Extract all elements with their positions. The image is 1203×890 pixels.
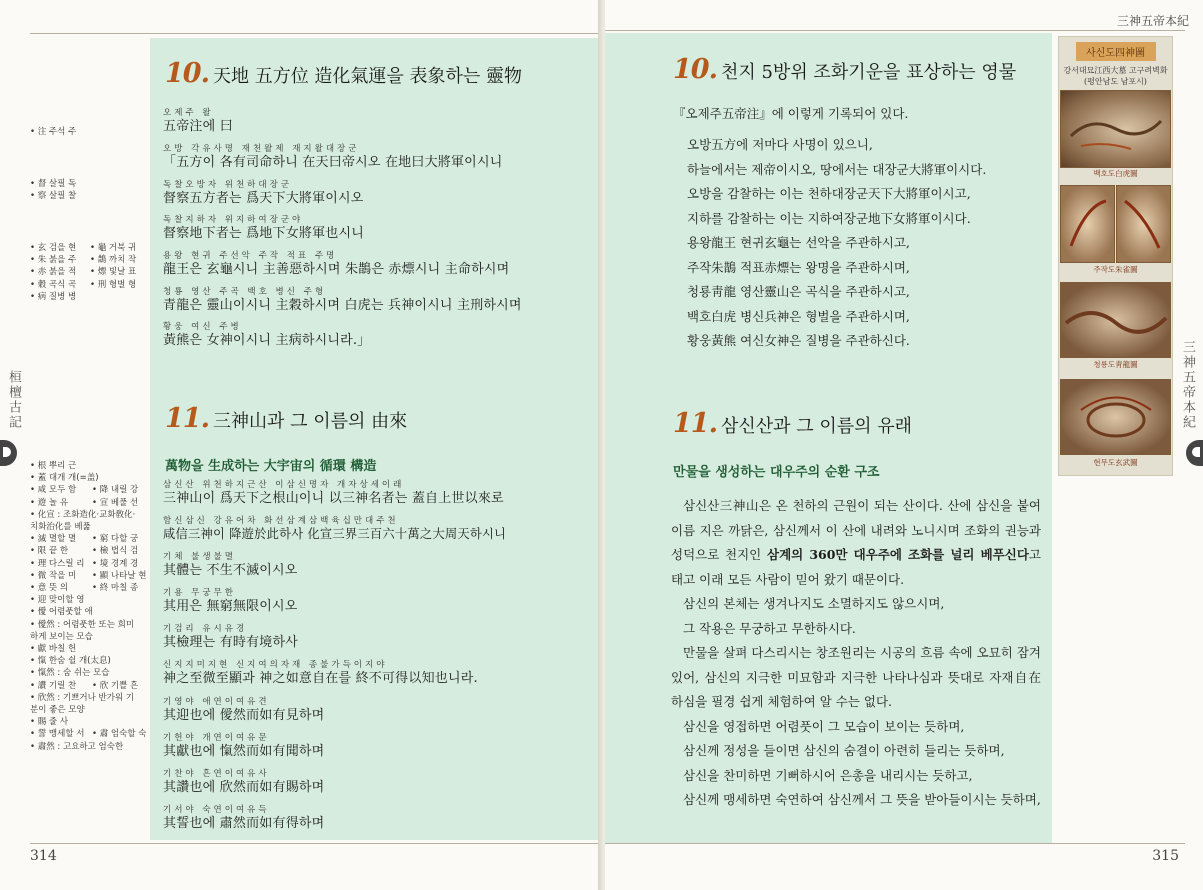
poem-line: 백호白虎 병신兵神은 형벌을 주관하시며,	[687, 308, 910, 324]
top-rule	[30, 33, 603, 34]
verse-text: 三神山이 爲天下之根山이니 以三神名者는 蓋自上世以來로	[163, 491, 504, 506]
verse	[163, 624, 563, 650]
verse-ruby: 청룡 영산 주곡 백호 병신 주형	[163, 287, 327, 297]
verse	[163, 805, 563, 831]
gloss-item: • 終 마칠 종	[92, 583, 139, 594]
gloss-item: • 欣 기쁠 흔	[92, 680, 139, 691]
verse	[163, 588, 563, 614]
poem-line: 지하를 감찰하는 이는 지하여장군地下女將軍이시다.	[687, 210, 971, 226]
gloss-list	[30, 460, 145, 753]
gloss-item: • 賜 줄 사	[30, 717, 69, 728]
verse-ruby: 신지지미지현 신지여의자재 종불가득이지야	[163, 660, 388, 670]
verse-text: 其讚也에 欣然而如有賜하며	[163, 780, 325, 795]
verse-text: 其誓也에 肅然而如有得하며	[163, 816, 325, 831]
section10-title	[165, 58, 522, 89]
poem-line: 주작朱鵲 적표赤熛는 왕명을 주관하시며,	[687, 259, 910, 275]
gloss-item: • 蓋 대개 개(=盖)	[30, 473, 99, 484]
verse-text: 其迎也에 僾然而如有見하며	[163, 708, 325, 723]
verse-text: 「五方이 各有司命하니 在天曰帝시오 在地曰大將軍이시니	[163, 155, 503, 170]
section11-heading: 삼신산과 그 이름의 유래	[720, 416, 913, 437]
gloss-item: • 鵲 까치 작	[90, 255, 137, 266]
gloss-item: • 刑 형벌 형	[90, 279, 137, 290]
verse-ruby: 기체 불생불멸	[163, 552, 236, 562]
gloss-item: • 窮 다할 궁	[92, 534, 139, 545]
paragraph-line: 그 작용은 무궁하고 무한하시다.	[683, 620, 856, 636]
mural-figure-icon	[1061, 186, 1114, 262]
section11-heading: 三神山과 그 이름의 由來	[212, 411, 408, 432]
gloss-item: • 肅然 : 고요하고 엄숙한	[30, 741, 124, 752]
paragraph: 만물을 살펴 다스리시는 창조원리는 시공의 흐름 속에 오묘히 잠겨 있어, 삼신의 지극한 미묘함과 지극한 나타나심과 뜻대로 자재自在하심을 필경 쉽게 체험하여 알 수는 없다.	[671, 645, 1041, 709]
poem-line: 오방五方에 저마다 사명이 있으니,	[687, 137, 873, 152]
gloss-list	[30, 126, 76, 138]
gloss-item: • 玄 검을 현	[30, 243, 77, 253]
gloss-item: • 注 주석 주	[30, 127, 77, 137]
gloss-grid	[30, 460, 145, 753]
section11-title	[165, 403, 407, 434]
gloss-list	[30, 178, 76, 202]
verse	[163, 480, 563, 506]
verse-ruby: 기찬야 흔연이여유사	[163, 769, 270, 779]
gloss-item: • 愾 한숨 쉴 개(太息)	[30, 656, 111, 667]
gloss-item: • 境 경계 경	[92, 558, 139, 569]
gloss-item: • 遊 놀 유	[30, 497, 69, 508]
section10-heading: 天地 五方位 造化氣運을 表象하는 靈物	[212, 66, 523, 87]
running-head: 三神五帝本紀	[1116, 14, 1189, 28]
verse	[163, 660, 563, 686]
section10-title	[673, 54, 1016, 85]
section10-number: 10.	[673, 54, 717, 85]
gloss-item: • 穀 곡식 곡	[30, 279, 77, 290]
para-text: 삼신산三神山은 온 천하의 근원이 되는 산이다. 산에 삼신을 붙여 이름 지은 까닭은, 삼신께서 이 산에 내려와 노니시며 조화의 권능과 성덕으로 천지인	[671, 498, 1041, 562]
verse-text: 其獻也에 愾然而如有聞하며	[163, 744, 325, 759]
verse	[163, 144, 563, 170]
white-tiger-mural	[1060, 90, 1171, 168]
verse-text: 其檢理는 有時有境하사	[163, 635, 299, 650]
verse	[163, 180, 563, 206]
gloss-item: • 督 살필 독	[30, 179, 77, 189]
verse-text: 五帝注에 曰	[163, 119, 233, 134]
gloss-item: • 赤 붉을 적	[30, 267, 77, 278]
gloss-item	[90, 291, 160, 303]
bottom-rule	[30, 843, 603, 844]
verse-text: 青龍은 靈山이시니 主穀하시며 白虎는 兵神이시니 主刑하시며	[163, 298, 522, 313]
paragraph-line: 삼신께 정성을 들이면 삼신의 숨결이 아련히 들리는 듯하며,	[683, 743, 1005, 758]
verse-ruby: 기영야 애연이여유견	[163, 697, 270, 707]
sidebar-subtitle-line: 강서대묘江西大墓 고구려벽화	[1063, 66, 1168, 75]
gloss-item: • 欣然 : 기쁘거나 반가워 기분이 좋은 모양	[30, 692, 135, 716]
section11-subtitle: 萬物을 生成하는 大宇宙의 循環 構造	[165, 459, 377, 474]
gloss-item: • 限 끝 한	[30, 546, 69, 557]
red-bird-mural-left	[1060, 185, 1115, 263]
gloss-item: • 朱 붉을 주	[30, 255, 77, 266]
blue-dragon-mural	[1060, 282, 1171, 358]
verse	[163, 733, 563, 759]
gloss-item: • 僾 어렴풋할 애	[30, 607, 93, 618]
verse-ruby: 오방 각유사명 재천왈제 재지왈대장군	[163, 144, 360, 154]
top-rule	[605, 30, 1185, 31]
black-tortoise-caption: 현무도玄武圖	[1093, 458, 1138, 467]
sidebar-subtitle-line: (평안남도 남포시)	[1084, 77, 1147, 86]
page-number: 314	[30, 848, 57, 864]
verse-ruby: 기용 무궁무한	[163, 588, 236, 598]
gloss-item: • 滅 멸할 멸	[30, 534, 77, 545]
mural-figure-icon	[1061, 380, 1170, 454]
section11-subtitle: 만물을 생성하는 대우주의 순환 구조	[673, 465, 880, 480]
gloss-item: • 理 다스릴 리	[30, 558, 85, 569]
sidebar-subtitle	[1059, 65, 1172, 87]
black-tortoise-mural	[1060, 379, 1171, 455]
gloss-item: • 肅 엄숙할 숙	[92, 729, 147, 740]
poem-line: 황웅黃熊 여신女神은 질병을 주관하신다.	[687, 333, 910, 348]
gloss-item: • 察 살필 찰	[30, 191, 77, 202]
verse-ruby: 독찰지하자 위지하여장군야	[163, 215, 304, 225]
gloss-item: • 龜 거북 귀	[90, 243, 137, 253]
gloss-item: • 顯 나타날 현	[92, 570, 147, 581]
body-text	[671, 494, 1041, 813]
verse-text: 黃熊은 女神이시니 主病하시니라.」	[163, 333, 371, 348]
gloss-item: • 降 내릴 강	[92, 485, 139, 496]
section10-heading: 천지 5방위 조화기운을 표상하는 영물	[720, 62, 1017, 83]
verse	[163, 516, 563, 542]
verse	[163, 552, 563, 578]
verse	[163, 322, 563, 348]
gloss-item: • 讚 기릴 찬	[30, 680, 77, 691]
verse-ruby: 기검리 유시유경	[163, 624, 248, 634]
gloss-item: • 檢 법식 검	[92, 546, 139, 557]
poem-line: 청룡靑龍 영산靈山은 곡식을 주관하시고,	[687, 284, 910, 299]
gloss-item: • 誓 맹세할 서	[30, 729, 85, 740]
blue-dragon-caption: 청룡도靑龍圖	[1093, 360, 1138, 369]
section11-title	[673, 408, 912, 439]
gloss-item: • 根 뿌리 근	[30, 461, 77, 471]
gloss-item: • 獻 바칠 헌	[30, 644, 77, 655]
poem-line: 하늘에서는 제帝이시오, 땅에서는 대장군大將軍이시다.	[687, 161, 987, 177]
white-tiger-caption: 백호도白虎圖	[1093, 169, 1138, 178]
verse-ruby: 용왕 현귀 주선악 주작 적표 주명	[163, 251, 338, 261]
mural-figure-icon	[1117, 186, 1170, 262]
gloss-item: • 微 작을 미	[30, 570, 77, 581]
verse-text: 神之至微至顯과 神之如意自在를 終不可得以知也니라.	[163, 671, 478, 686]
red-bird-mural-right	[1116, 185, 1171, 263]
verse-ruby: 오제주 왈	[163, 108, 214, 118]
poem-line: 오방을 감찰하는 이는 천하대장군天下大將軍이시고,	[687, 186, 971, 201]
verse	[163, 108, 563, 134]
section10-number: 10.	[165, 58, 209, 89]
gloss-grid	[30, 242, 160, 303]
gloss-item: • 化宣 : 조화造化·교화敎化·치화治化를 베풂	[30, 509, 136, 533]
verse	[163, 697, 563, 723]
verse-ruby: 독찰오방자 위천하대장군	[163, 180, 293, 190]
gloss-item: • 迎 맞이할 영	[30, 595, 85, 606]
mural-figure-icon	[1061, 283, 1170, 357]
paragraph-line: 삼신을 찬미하면 기뻐하시어 은총을 내리시는 듯하고,	[683, 767, 973, 783]
right-side-label: 三神五帝本紀	[1180, 340, 1195, 430]
verse-text: 其用은 無窮無限이시오	[163, 599, 298, 614]
para-emphasis: 삼계의 360만 대우주에 조화를 널리 베푸신다	[767, 547, 1029, 562]
page-tab-icon[interactable]	[0, 440, 17, 466]
gloss-item	[92, 460, 150, 472]
poem	[687, 133, 986, 354]
gloss-item: • 宣 베풀 선	[92, 497, 139, 508]
gloss-item: • 熛 빛날 표	[90, 267, 137, 278]
bottom-rule	[605, 843, 1185, 844]
gloss-item: • 愾然 : 숨 쉬는 모습	[30, 668, 110, 679]
verse-ruby: 황웅 여신 주병	[163, 322, 242, 332]
verse-text: 咸信三神이 降遊於此하사 化宣三界三百六十萬之大周天하시니	[163, 527, 507, 541]
para-text: 고 태고 이래 모든 사람이 믿어 왔기 때문이다.	[671, 547, 1041, 587]
verse-text: 督察地下者는 爲地下女將軍也시니	[163, 226, 365, 241]
sidebar-title: 사신도四神圖	[1076, 42, 1156, 61]
verse-ruby: 기헌야 개연이여유문	[163, 733, 270, 743]
paragraph-line: 삼신을 영접하면 어렴풋이 그 모습이 보이는 듯하며,	[683, 718, 965, 734]
page-number: 315	[1152, 848, 1179, 864]
side-label: 桓檀古記	[6, 370, 21, 430]
paragraph-line: 삼신의 본체는 생겨나지도 소멸하지도 않으시며,	[683, 596, 945, 611]
red-bird-caption: 주작도朱雀圖	[1093, 265, 1138, 274]
paragraph-line: 삼신께 맹세하면 숙연하여 삼신께서 그 뜻을 받아들이시는 듯하며,	[683, 792, 1041, 807]
verse-ruby: 삼신산 위천하지근산 이삼신명자 개자상세이래	[163, 480, 405, 490]
verse	[163, 251, 563, 277]
gloss-item: • 咸 모두 함	[30, 485, 77, 496]
verse-text: 其體는 不生不滅이시오	[163, 563, 298, 578]
mural-figure-icon	[1061, 91, 1170, 167]
verse-ruby: 함신삼신 강유어차 화선삼계삼백육십만대주천	[163, 516, 399, 526]
verse-ruby: 기서야 숙연이여유득	[163, 805, 270, 815]
gloss-item: • 病 질병 병	[30, 291, 77, 302]
poem-line: 용왕龍王 현귀玄龜는 선악을 주관하시고,	[687, 235, 910, 250]
verse	[163, 287, 563, 313]
gloss-item: • 意 뜻 의	[30, 583, 69, 594]
section11-number: 11.	[673, 408, 717, 439]
verse-text: 督察五方者는 爲天下大將軍이시오	[163, 191, 364, 206]
verse-text: 龍王은 玄龜시니 主善惡하시며 朱鵲은 赤熛시니 主命하시며	[163, 262, 510, 277]
four-gods-sidebar	[1058, 36, 1173, 476]
gloss-item: • 僾然 : 어렴풋한 또는 희미하게 보이는 모습	[30, 619, 135, 642]
verse	[163, 769, 563, 795]
section11-number: 11.	[165, 403, 209, 434]
paragraph	[671, 494, 1041, 592]
intro-line: 『오제주五帝注』에 이렇게 기록되어 있다.	[673, 106, 909, 121]
verse	[163, 215, 563, 241]
